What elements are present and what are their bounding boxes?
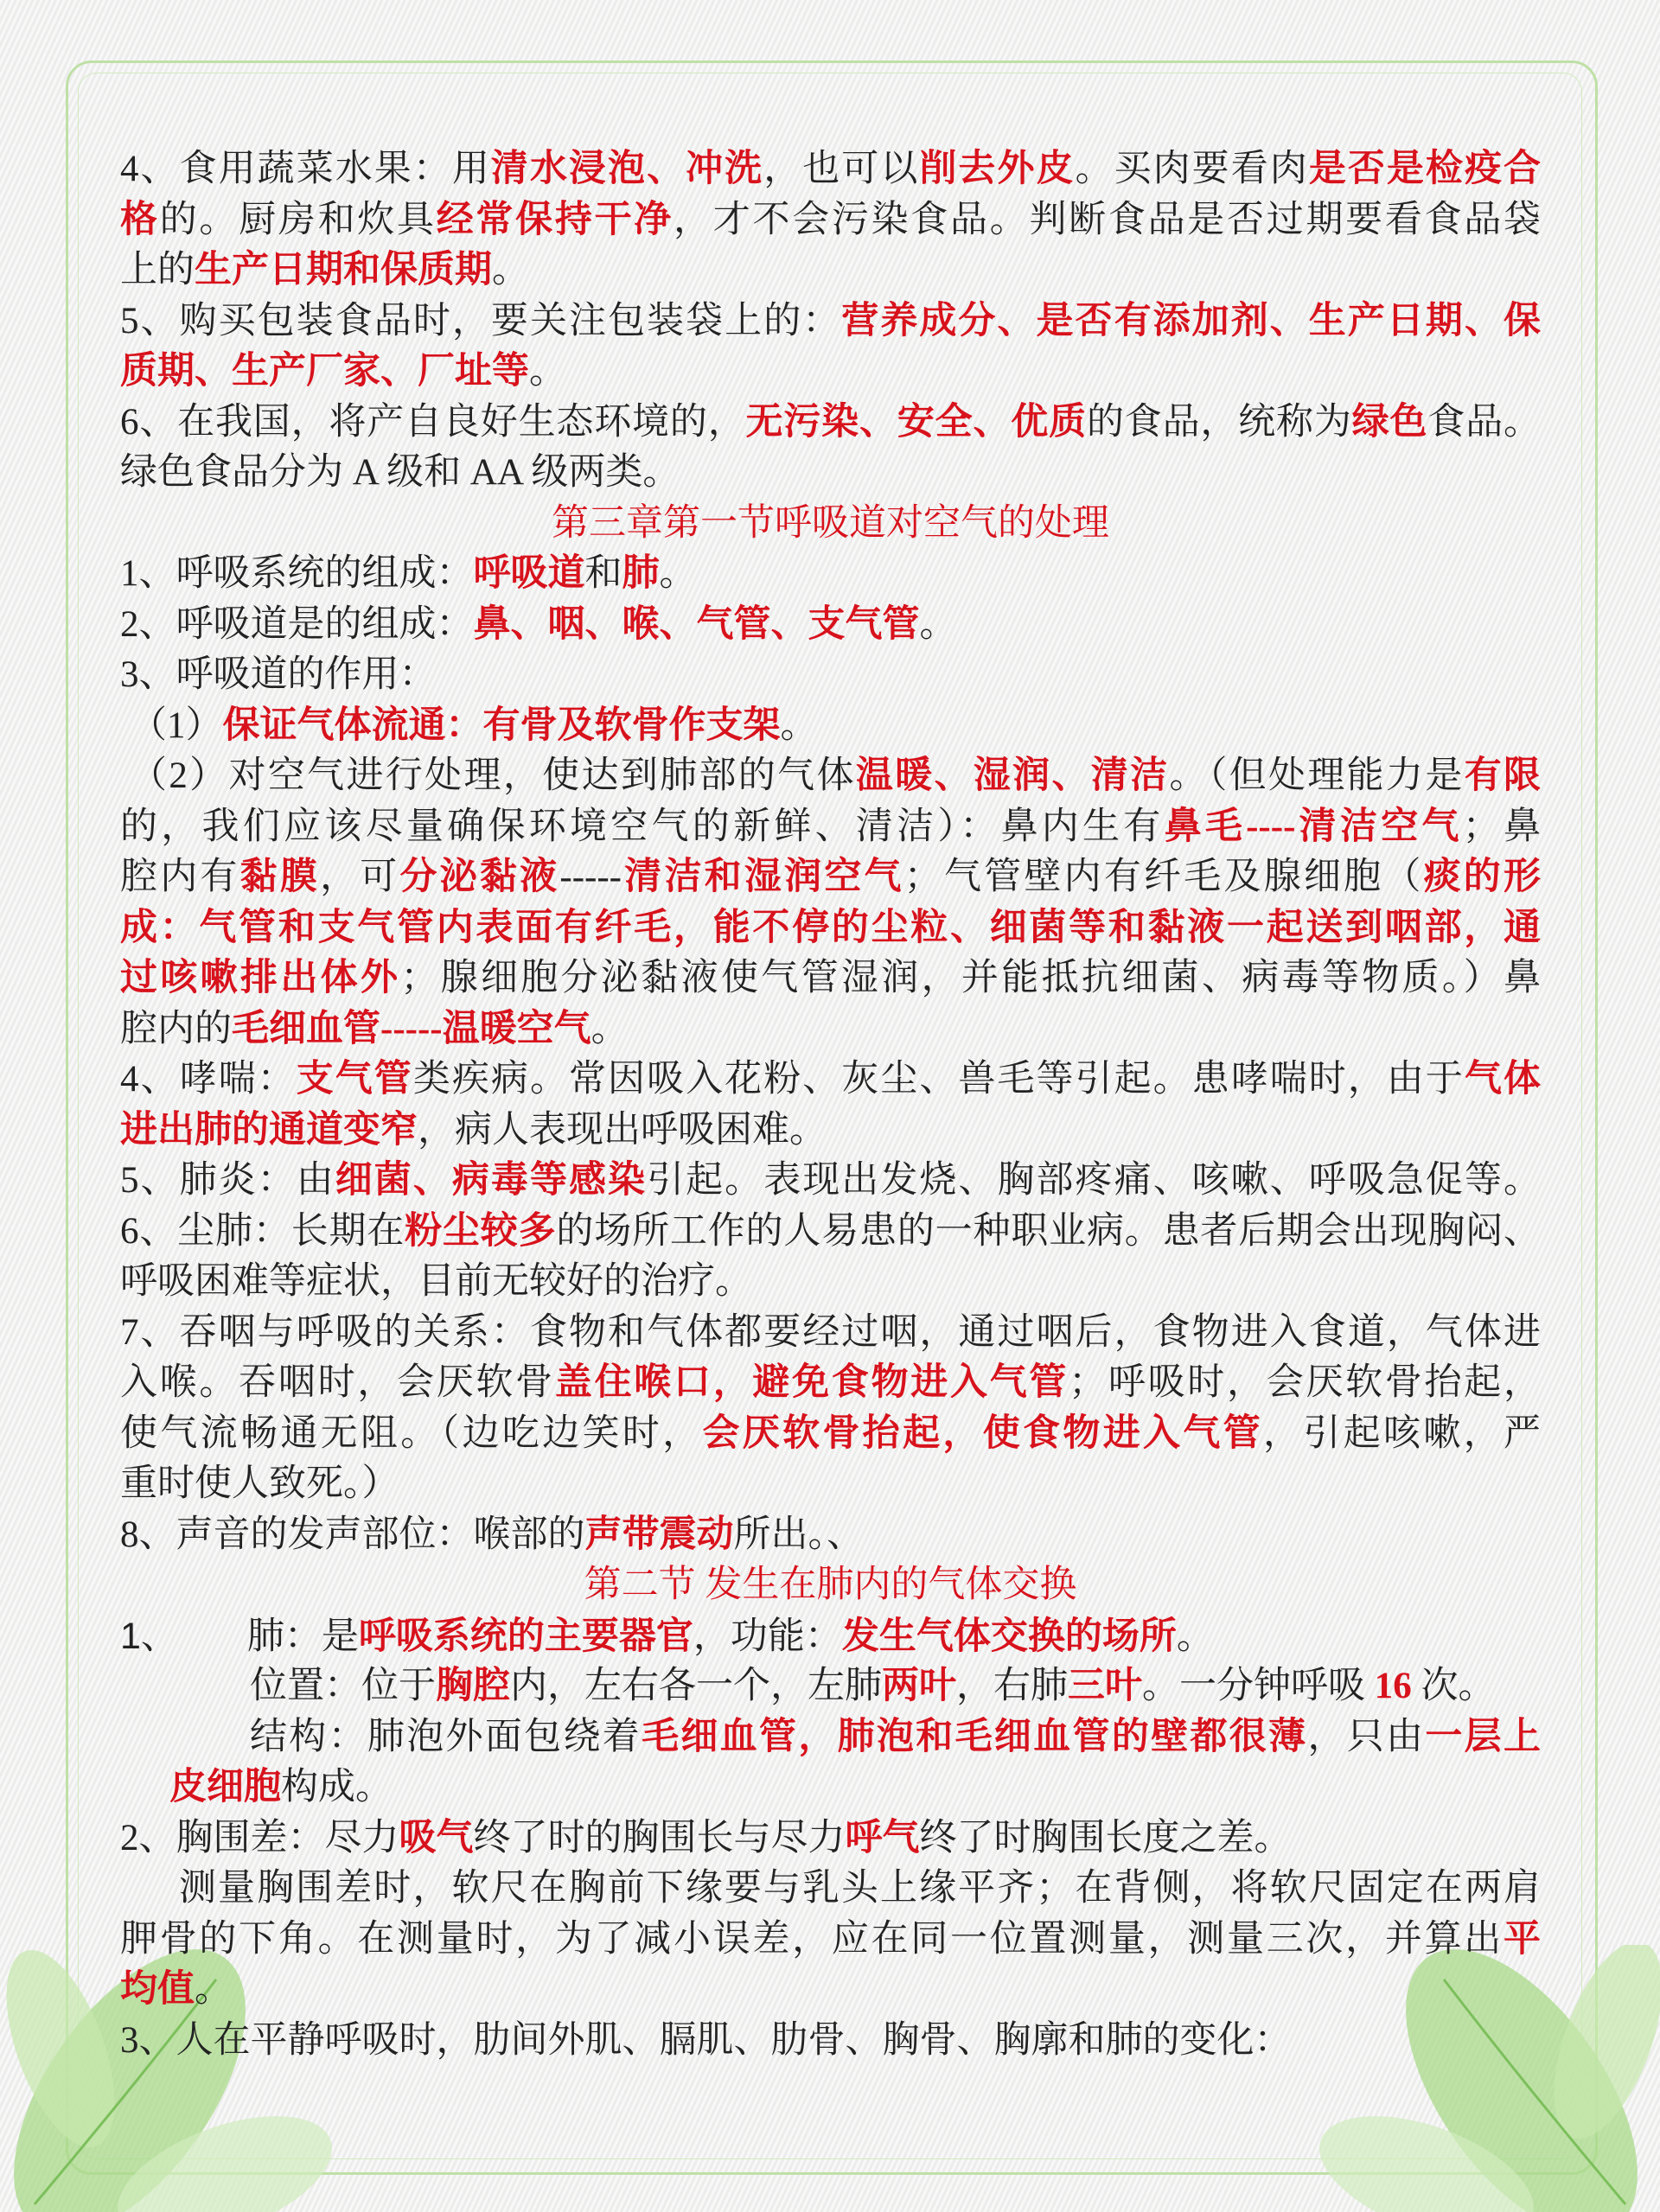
text-segment: 次。	[1411, 1666, 1496, 1706]
text-line	[169, 1763, 1541, 1813]
text-segment: 3、呼吸道的作用：	[120, 654, 437, 695]
text-segment: 类疾病。常因吸入花粉、灰尘、兽毛等引起。患哮喘时，由于	[412, 1059, 1465, 1100]
text-segment: 的。厨房和炊具	[159, 199, 437, 240]
text-segment: 3、人在平静呼吸时，肋间外肌、膈肌、肋骨、胸骨、胸廓和肺的变化：	[120, 2019, 1292, 2061]
text-segment: 重时使人致死。）	[120, 1463, 399, 1504]
text-segment: 。	[529, 351, 566, 392]
text-segment: ；鼻	[1462, 806, 1542, 847]
text-segment: 7、吞咽与呼吸的关系：食物和气体都要经过咽，通过咽后，食物进入食道，气体进	[120, 1311, 1541, 1353]
text-line	[120, 1965, 1541, 2015]
highlighted-text: 温暖、湿润、清洁	[855, 755, 1170, 796]
text-segment: 1、	[120, 1615, 178, 1657]
text-segment: 内，左右各一个，左肺	[510, 1666, 882, 1706]
highlighted-text: 皮细胞	[169, 1767, 281, 1807]
text-segment: 的场所工作的人易患的一种职业病。患者后期会出现胸闷、	[556, 1210, 1542, 1252]
text-segment: 。	[659, 553, 697, 594]
text-segment: 构成。	[281, 1767, 393, 1807]
text-line	[120, 296, 1541, 347]
highlighted-text: 发生气体交换的场所	[841, 1616, 1177, 1657]
highlighted-text: 呼吸系统的主要器官	[358, 1616, 693, 1657]
text-segment: 第三章第一节呼吸道对空气的处理	[552, 502, 1109, 544]
text-segment: ，右肺	[956, 1666, 1068, 1706]
text-segment: 终了时胸围长度之差。	[919, 1817, 1292, 1858]
text-line	[120, 347, 1541, 397]
highlighted-text: 盖住喉口，避免食物进入气管	[554, 1362, 1069, 1403]
text-segment: 绿色食品分为 A 级和 AA 级两类。	[120, 452, 680, 493]
text-segment: 的食品，统称为	[1086, 401, 1352, 443]
text-segment: 。	[195, 1969, 232, 2010]
highlighted-text: 生产日期和保质期	[195, 250, 492, 290]
highlighted-text: 无污染、安全、优质	[745, 401, 1087, 443]
highlighted-text: 两叶	[882, 1666, 956, 1706]
text-line	[120, 650, 1541, 700]
text-segment: ，引起咳嗽，严	[1263, 1412, 1542, 1454]
text-segment: ，功能：	[693, 1616, 842, 1657]
highlighted-text: 支气管	[296, 1059, 413, 1100]
text-line	[120, 1915, 1541, 1965]
highlighted-text: 有限	[1464, 755, 1542, 796]
section-heading	[120, 499, 1541, 549]
highlighted-text: 呼吸道	[473, 553, 585, 594]
highlighted-text: 削去外皮	[919, 149, 1076, 189]
text-line	[120, 398, 1541, 448]
text-line	[120, 1257, 1541, 1307]
text-line	[250, 1712, 1541, 1763]
highlighted-text: 经常保持干净	[436, 199, 674, 240]
text-line	[120, 1055, 1541, 1105]
text-segment: 肺：是	[246, 1616, 359, 1657]
highlighted-text: 成：气管和支气管内表面有纤毛，能不停的尘粒、细菌等和黏液一起送到咽部，通	[120, 907, 1541, 948]
highlighted-text: 绿色	[1351, 401, 1428, 443]
highlighted-text: 16	[1374, 1666, 1412, 1706]
text-line	[120, 1611, 1541, 1661]
highlighted-text: 清水浸泡、冲洗	[490, 149, 764, 189]
highlighted-text: 三叶	[1068, 1666, 1142, 1706]
highlighted-text: 气体	[1464, 1059, 1542, 1100]
text-segment: 腔内的	[120, 1008, 232, 1049]
text-segment: 1、呼吸系统的组成：	[120, 553, 474, 594]
text-line	[120, 245, 1541, 296]
text-segment: 。	[1176, 1616, 1214, 1657]
text-segment: （1）	[130, 704, 223, 746]
text-line	[130, 751, 1541, 801]
highlighted-text: 质期、生产厂家、厂址等	[120, 351, 529, 392]
text-segment: 8、声音的发声部位：喉部的	[120, 1514, 585, 1555]
highlighted-text: 毛细血管，肺泡和毛细血管的壁都很薄	[642, 1716, 1308, 1757]
text-line	[120, 903, 1541, 953]
text-line	[120, 1004, 1541, 1055]
text-segment: ；气管壁内有纤毛及腺细胞（	[903, 857, 1424, 897]
text-segment: 的，我们应该尽量确保环境空气的新鲜、清洁）：鼻内生有	[120, 806, 1165, 847]
highlighted-text: 黏膜	[239, 857, 321, 897]
text-segment: 4、哮喘：	[120, 1059, 297, 1100]
text-segment: 5、肺炎：由	[120, 1160, 335, 1201]
text-line	[120, 1156, 1541, 1206]
highlighted-text: 是否是检疫合	[1308, 149, 1542, 189]
highlighted-text: 呼气	[845, 1817, 920, 1858]
text-segment: 。	[780, 704, 818, 746]
text-segment: 6、在我国，将产自良好生态环境的，	[120, 401, 746, 443]
text-line	[120, 1308, 1541, 1358]
text-segment: ；呼吸时，会厌软骨抬起，	[1069, 1362, 1542, 1403]
highlighted-text: 声带震动	[584, 1514, 734, 1555]
text-segment: ，只由	[1307, 1716, 1426, 1757]
text-segment: 2、呼吸道是的组成：	[120, 603, 474, 645]
text-line	[120, 144, 1541, 194]
highlighted-text: 过咳嗽排出体外	[120, 958, 401, 998]
text-segment: -----	[559, 857, 622, 897]
text-line	[120, 1409, 1541, 1459]
text-segment: ，也可以	[763, 149, 920, 189]
text-segment: 和	[584, 553, 622, 594]
text-segment: 2、胸围差：尽力	[120, 1817, 399, 1858]
text-segment: 。	[492, 250, 529, 290]
text-segment: 呼吸困难等症状，目前无较好的治疗。	[120, 1261, 752, 1302]
text-line	[120, 953, 1541, 1004]
text-line	[120, 1814, 1541, 1864]
text-segment: （2）对空气进行处理，使达到肺部的气体	[130, 755, 856, 796]
text-segment: 。（但处理能力是	[1169, 755, 1465, 796]
text-segment: 所出。、	[733, 1514, 864, 1555]
text-segment: 。	[919, 603, 957, 645]
text-segment: 测量胸围差时，软尺在胸前下缘要与乳头上缘平齐；在背侧，将软尺固定在两肩	[179, 1868, 1541, 1909]
highlighted-text: 进出肺的通道变窄	[120, 1109, 418, 1151]
text-segment: 引起。表现出发烧、胸部疼痛、咳嗽、呼吸急促等。	[647, 1160, 1542, 1201]
text-segment: 上的	[120, 250, 195, 290]
text-line	[120, 852, 1541, 902]
highlighted-text: 粉尘较多	[405, 1210, 557, 1252]
highlighted-text: 细菌、病毒等感染	[335, 1160, 648, 1201]
text-segment: 胛骨的下角。在测量时，为了减小误差，应在同一位置测量，测量三次，并算出	[120, 1918, 1504, 1960]
highlighted-text: 鼻、咽、喉、气管、支气管	[473, 603, 920, 645]
highlighted-text: 平	[1504, 1918, 1541, 1960]
highlighted-text: 营养成分、是否有添加剂、生产日期、保	[841, 300, 1542, 341]
text-segment: 。	[591, 1008, 629, 1049]
text-segment: 4、食用蔬菜水果：用	[120, 149, 491, 189]
text-segment: 6、尘肺：长期在	[120, 1210, 405, 1252]
text-segment: 终了时的胸围长与尽力	[473, 1817, 846, 1858]
highlighted-text: 分泌黏液	[399, 857, 560, 897]
text-line	[120, 1510, 1541, 1560]
text-line	[250, 1661, 1541, 1712]
text-line	[120, 1106, 1541, 1156]
highlighted-text: 毛细血管-----温暖空气	[232, 1008, 591, 1049]
text-segment: ，病人表现出呼吸困难。	[418, 1109, 827, 1151]
text-segment: 食品。	[1427, 401, 1542, 443]
text-line	[120, 195, 1541, 245]
text-line	[120, 549, 1541, 599]
highlighted-text: 胸腔	[436, 1666, 510, 1706]
text-segment: 入喉。吞咽时，会厌软骨	[120, 1362, 555, 1403]
text-line	[120, 448, 1541, 498]
text-segment: 第二节 发生在肺内的气体交换	[584, 1565, 1077, 1605]
text-line	[120, 1207, 1541, 1257]
text-segment: 结构：肺泡外面包绕着	[250, 1716, 642, 1757]
highlighted-text: 鼻毛----清洁空气	[1164, 806, 1463, 847]
text-line	[120, 2016, 1541, 2066]
text-segment: ，才不会污染食品。判断食品是否过期要看食品袋	[674, 199, 1542, 240]
text-segment: 。一分钟呼吸	[1142, 1666, 1375, 1706]
text-line	[120, 1358, 1541, 1408]
highlighted-text: 均值	[120, 1969, 195, 2010]
text-segment: ；腺细胞分泌黏液使气管湿润，并能抵抗细菌、病毒等物质。）鼻	[400, 958, 1542, 998]
highlighted-text: 肺	[622, 553, 660, 594]
highlighted-text: 一层上	[1425, 1716, 1541, 1757]
highlighted-text: 清洁和湿润空气	[622, 857, 904, 897]
highlighted-text: 保证气体流通：有骨及软骨作支架	[222, 704, 781, 746]
text-segment: 腔内有	[120, 857, 240, 897]
section-heading	[120, 1560, 1541, 1610]
text-line	[120, 600, 1541, 650]
highlighted-text: 吸气	[399, 1817, 474, 1858]
text-segment: 位置：位于	[250, 1666, 436, 1706]
highlighted-text: 格	[120, 199, 160, 240]
text-line	[130, 701, 1541, 751]
text-segment: 使气流畅通无阻。（边吃边笑时，	[120, 1412, 703, 1454]
text-line	[120, 1459, 1541, 1509]
text-line	[120, 802, 1541, 852]
text-segment: 5、购买包装食品时，要关注包装袋上的：	[120, 300, 842, 341]
text-line	[179, 1864, 1541, 1914]
text-segment: 。买肉要看肉	[1075, 149, 1309, 189]
highlighted-text: 会厌软骨抬起，使食物进入气管	[702, 1412, 1264, 1454]
text-segment: ，可	[320, 857, 400, 897]
highlighted-text: 痰的形	[1423, 857, 1542, 897]
